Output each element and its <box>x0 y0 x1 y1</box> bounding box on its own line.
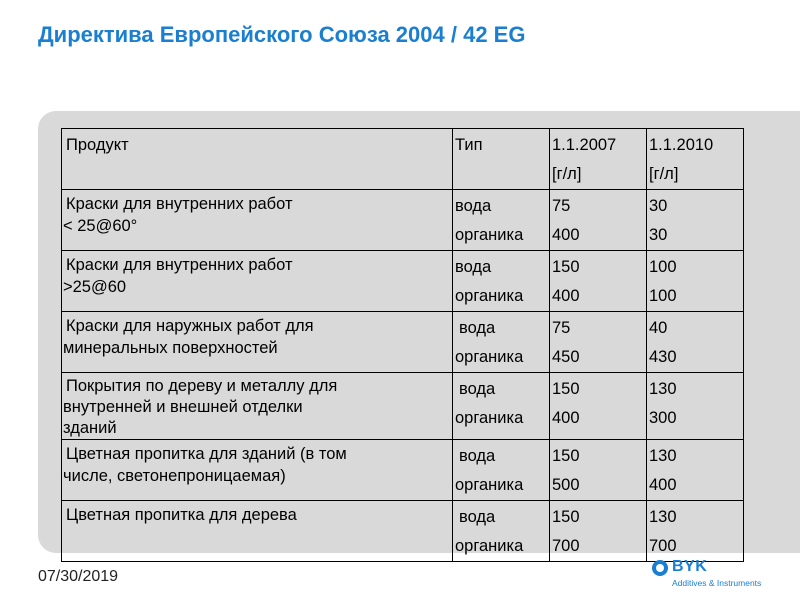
row-2007 <box>550 501 647 562</box>
row-product-line: Краски для наружных работ для <box>66 317 314 335</box>
value-2010-water: 130 <box>649 508 677 526</box>
value-2007-organic: 450 <box>552 348 580 366</box>
row-2010 <box>647 190 744 251</box>
page-title: Директива Европейского Союза 2004 / 42 EG <box>38 22 526 47</box>
row-2010 <box>647 501 744 562</box>
table-row <box>62 190 744 251</box>
header-2007-date: 1.1.2007 <box>552 136 617 154</box>
table-row <box>62 440 744 501</box>
value-2010-organic: 430 <box>649 348 677 366</box>
value-2010-water: 130 <box>649 447 677 465</box>
value-2010-organic: 30 <box>649 226 668 244</box>
type-organic: органика <box>455 287 524 305</box>
header-2007-unit: [г/л] <box>552 165 582 183</box>
value-2007-water: 150 <box>552 258 580 276</box>
row-product-line: Краски для внутренних работ <box>66 256 293 274</box>
row-product <box>62 501 453 562</box>
value-2007-organic: 700 <box>552 537 580 555</box>
value-2010-water: 100 <box>649 258 677 276</box>
row-type <box>453 251 550 312</box>
type-organic: органика <box>455 226 524 244</box>
byk-logo <box>652 558 772 592</box>
row-2010 <box>647 373 744 440</box>
value-2007-water: 75 <box>552 319 571 337</box>
type-water: вода <box>459 508 496 526</box>
row-type <box>453 440 550 501</box>
row-2010 <box>647 440 744 501</box>
row-product-line: зданий <box>63 419 117 437</box>
value-2007-water: 75 <box>552 197 571 215</box>
value-2007-organic: 400 <box>552 409 580 427</box>
row-product <box>62 312 453 373</box>
value-2007-water: 150 <box>552 447 580 465</box>
type-water: вода <box>459 319 496 337</box>
row-product-line: Краски для внутренних работ <box>66 195 293 213</box>
logo-name: BYK <box>672 558 708 575</box>
value-2007-water: 150 <box>552 380 580 398</box>
type-organic: органика <box>455 409 524 427</box>
row-product <box>62 251 453 312</box>
value-2010-organic: 700 <box>649 537 677 555</box>
row-type <box>453 373 550 440</box>
row-product-line: Цветная пропитка для дерева <box>66 506 297 524</box>
table-row <box>62 373 744 440</box>
value-2010-organic: 400 <box>649 476 677 494</box>
row-type <box>453 190 550 251</box>
table-row <box>62 251 744 312</box>
row-2007 <box>550 312 647 373</box>
row-product-line: внутренней и внешней отделки <box>63 398 303 416</box>
row-product-line: < 25@60° <box>63 217 138 235</box>
row-product <box>62 190 453 251</box>
header-2007 <box>550 129 647 190</box>
type-water: вода <box>455 258 492 276</box>
row-product <box>62 373 453 440</box>
row-product <box>62 440 453 501</box>
value-2010-water: 130 <box>649 380 677 398</box>
footer-date: 07/30/2019 <box>38 568 119 585</box>
row-product-line: Покрытия по дереву и металлу для <box>66 377 338 395</box>
header-2010-unit: [г/л] <box>649 165 679 183</box>
type-organic: органика <box>455 537 524 555</box>
value-2007-water: 150 <box>552 508 580 526</box>
byk-logo-icon <box>652 560 668 576</box>
table-header-row <box>62 129 744 190</box>
type-organic: органика <box>455 348 524 366</box>
value-2007-organic: 500 <box>552 476 580 494</box>
header-2010-date: 1.1.2010 <box>649 136 714 154</box>
value-2010-organic: 300 <box>649 409 677 427</box>
type-water: вода <box>455 197 492 215</box>
table-row <box>62 501 744 562</box>
type-organic: органика <box>455 476 524 494</box>
value-2007-organic: 400 <box>552 226 580 244</box>
type-water: вода <box>459 447 496 465</box>
row-product-line: >25@60 <box>63 278 127 296</box>
logo-tagline: Additives & Instruments <box>672 578 762 588</box>
row-product-line: минеральных поверхностей <box>63 339 278 357</box>
row-2007 <box>550 373 647 440</box>
type-water: вода <box>459 380 496 398</box>
header-2010 <box>647 129 744 190</box>
header-product-label: Продукт <box>66 136 129 154</box>
value-2010-water: 30 <box>649 197 668 215</box>
row-2007 <box>550 190 647 251</box>
header-type-label: Тип <box>455 136 483 154</box>
header-product <box>62 129 453 190</box>
value-2007-organic: 400 <box>552 287 580 305</box>
row-type <box>453 501 550 562</box>
row-product-line: числе, светонепроницаемая) <box>63 467 286 485</box>
table-row <box>62 312 744 373</box>
value-2010-organic: 100 <box>649 287 677 305</box>
row-2007 <box>550 440 647 501</box>
directive-table <box>61 128 744 562</box>
row-product-line: Цветная пропитка для зданий (в том <box>66 445 347 463</box>
header-type <box>453 129 550 190</box>
row-2007 <box>550 251 647 312</box>
value-2010-water: 40 <box>649 319 668 337</box>
row-2010 <box>647 312 744 373</box>
row-2010 <box>647 251 744 312</box>
row-type <box>453 312 550 373</box>
